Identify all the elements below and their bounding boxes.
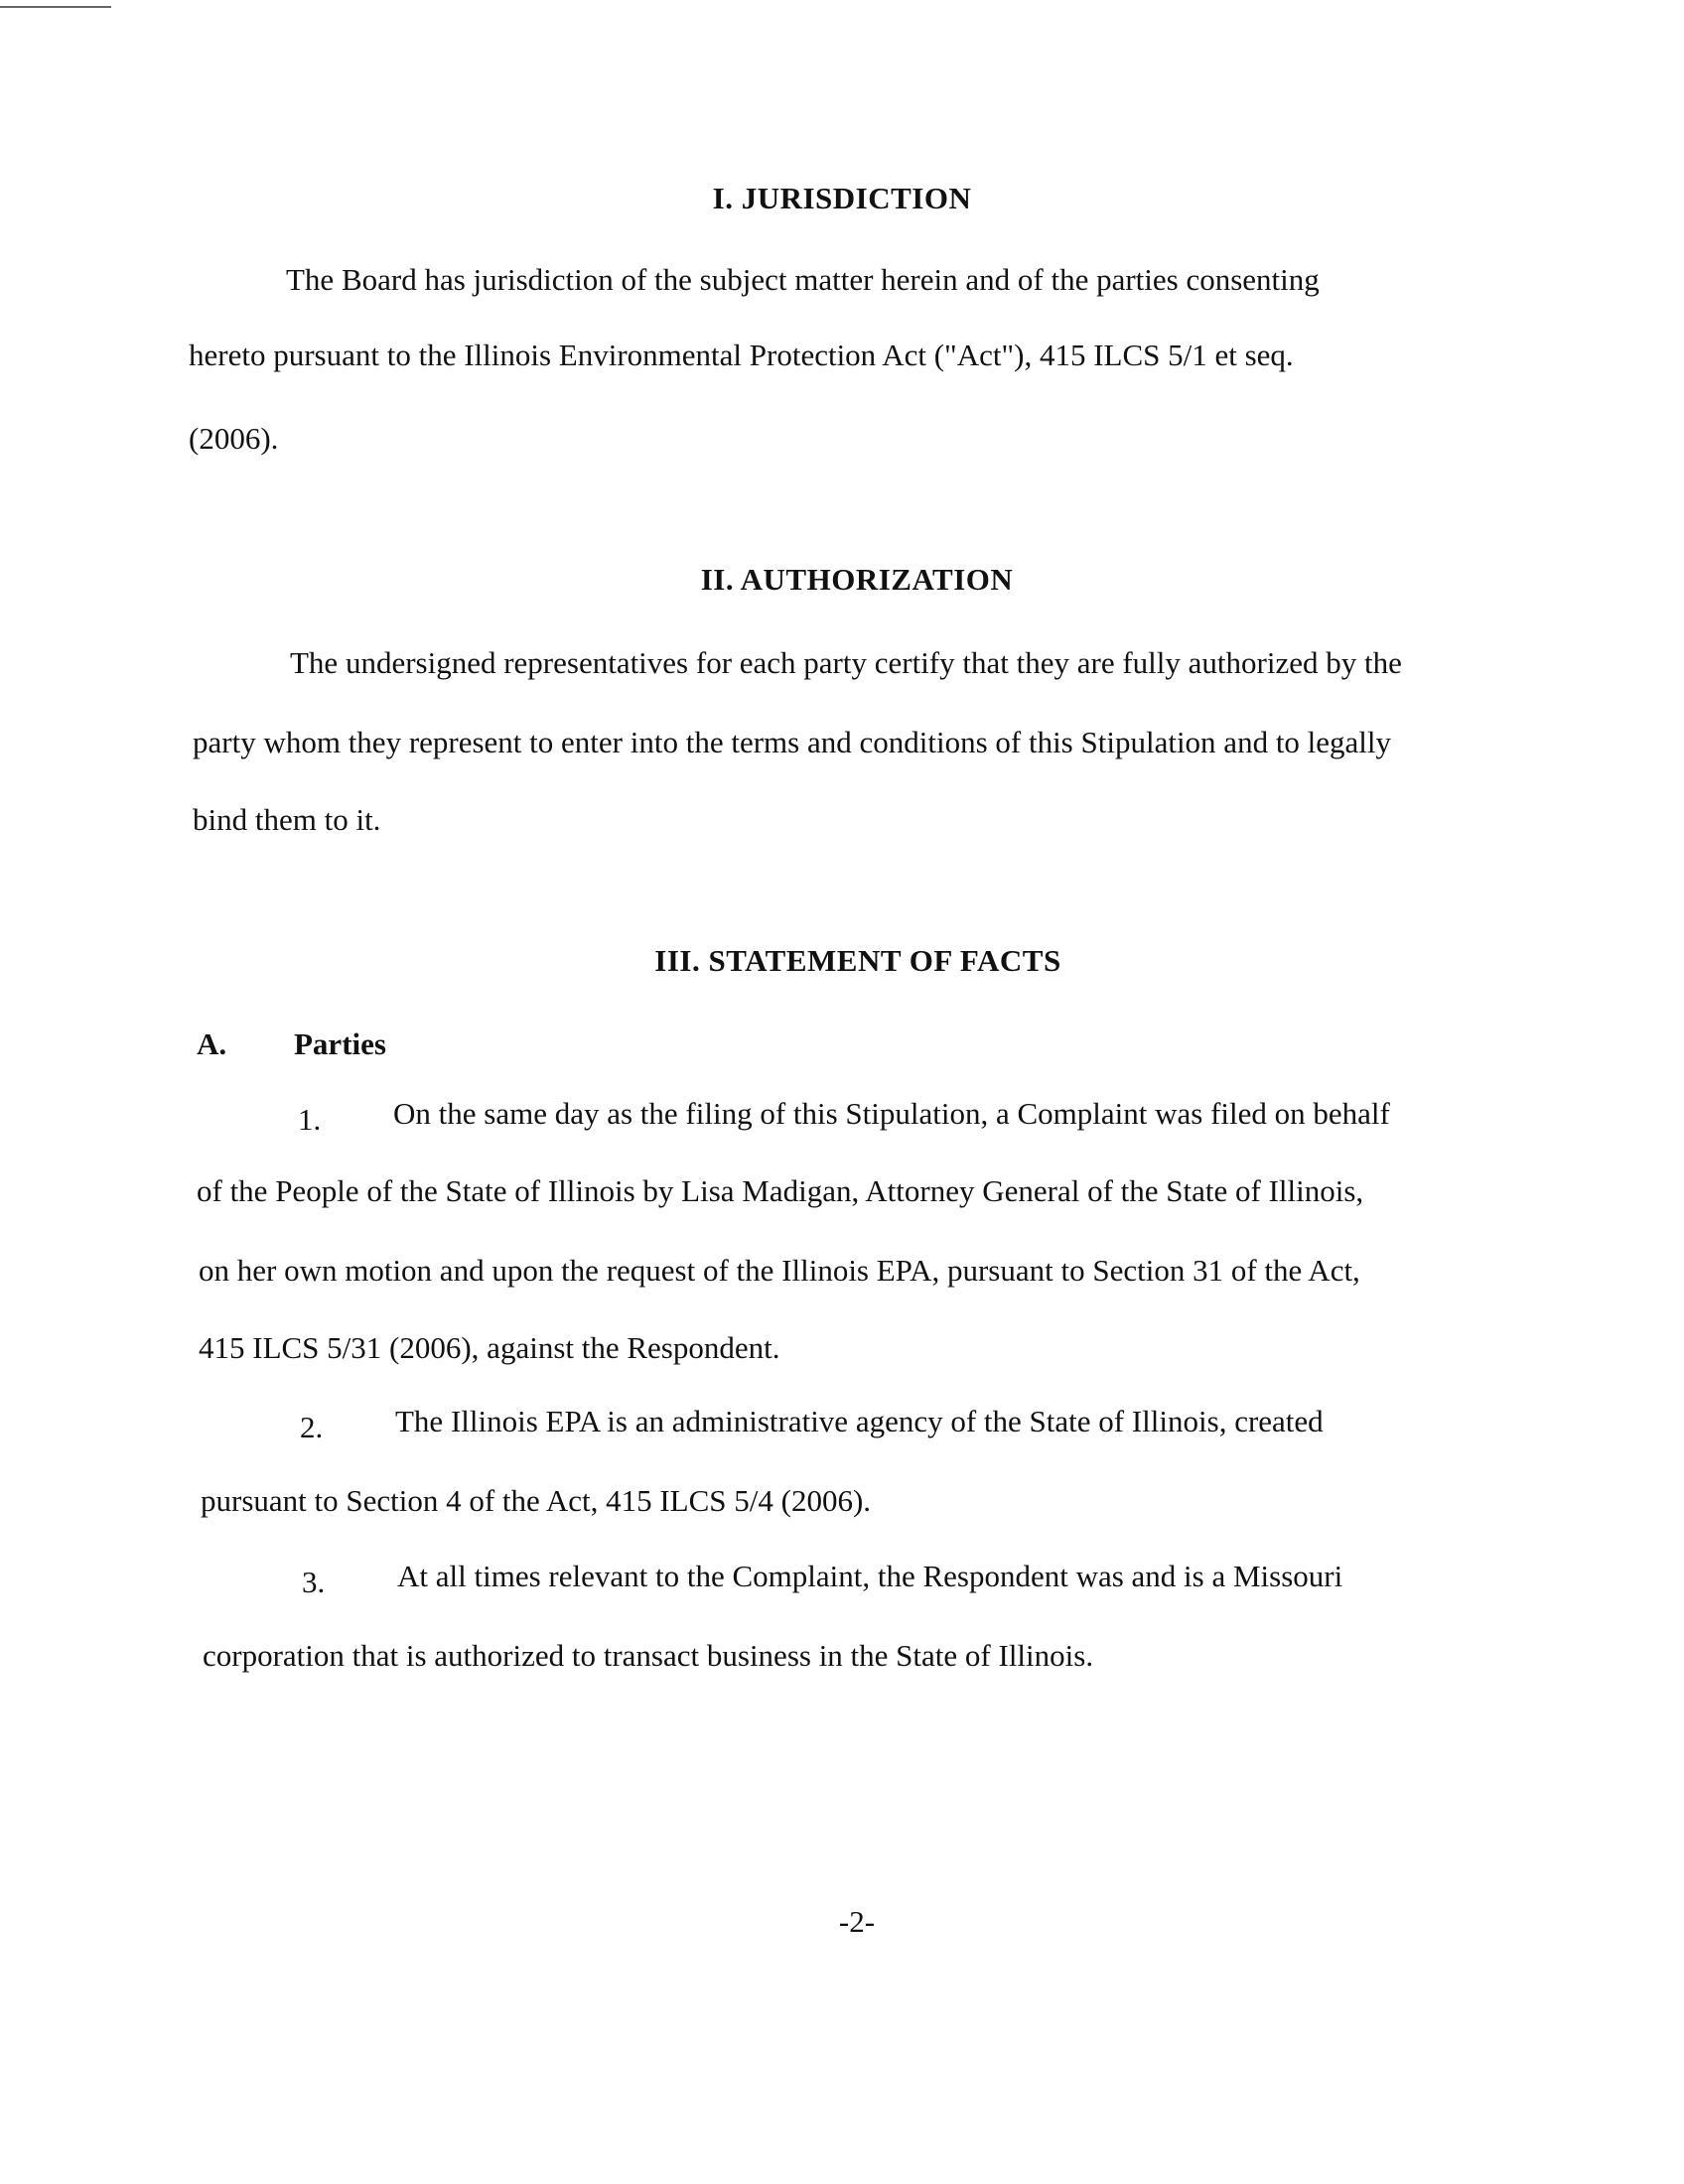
paragraph-1-line-1: On the same day as the filing of this Stipulation, a Complaint was filed on behalf (393, 1096, 1390, 1131)
subsection-letter: A. (197, 1026, 227, 1061)
paragraph-1-line-3: on her own motion and upon the request of the Illinois EPA, pursuant to Section 31 of the Act, (199, 1253, 1360, 1288)
subsection-title: Parties (294, 1026, 386, 1061)
paragraph-3-line-1: At all times relevant to the Complaint, the Respondent was and is a Missouri (397, 1559, 1343, 1593)
paragraph-1-line-4: 415 ILCS 5/31 (2006), against the Respondent. (199, 1330, 780, 1365)
authorization-line-2: party whom they represent to enter into the terms and conditions of this Stipulation and to legally (193, 725, 1392, 759)
jurisdiction-line-1: The Board has jurisdiction of the subject matter herein and of the parties consenting (286, 262, 1320, 297)
paragraph-3-number: 3. (302, 1565, 326, 1599)
paragraph-1-line-2: of the People of the State of Illinois by Lisa Madigan, Attorney General of the State of Illinois, (197, 1173, 1364, 1208)
heading-authorization: II. AUTHORIZATION (700, 562, 1014, 597)
paragraph-2-line-2: pursuant to Section 4 of the Act, 415 ILCS 5/4 (2006). (201, 1483, 872, 1518)
paragraph-1-number: 1. (298, 1102, 322, 1137)
paragraph-2-line-1: The Illinois EPA is an administrative agency of the State of Illinois, created (395, 1404, 1324, 1438)
heading-jurisdiction: I. JURISDICTION (712, 181, 972, 215)
page-number: -2- (838, 1904, 876, 1939)
jurisdiction-line-3: (2006). (189, 421, 279, 456)
paragraph-3-line-2: corporation that is authorized to transact business in the State of Illinois. (203, 1638, 1094, 1673)
heading-statement-of-facts: III. STATEMENT OF FACTS (654, 943, 1061, 978)
scan-artifact-line (0, 6, 111, 8)
jurisdiction-line-2: hereto pursuant to the Illinois Environmental Protection Act ("Act"), 415 ILCS 5/1 et seq. (189, 338, 1294, 372)
authorization-line-3: bind them to it. (193, 802, 381, 837)
authorization-line-1: The undersigned representatives for each party certify that they are fully authorized by the (290, 645, 1402, 680)
paragraph-2-number: 2. (300, 1410, 324, 1444)
